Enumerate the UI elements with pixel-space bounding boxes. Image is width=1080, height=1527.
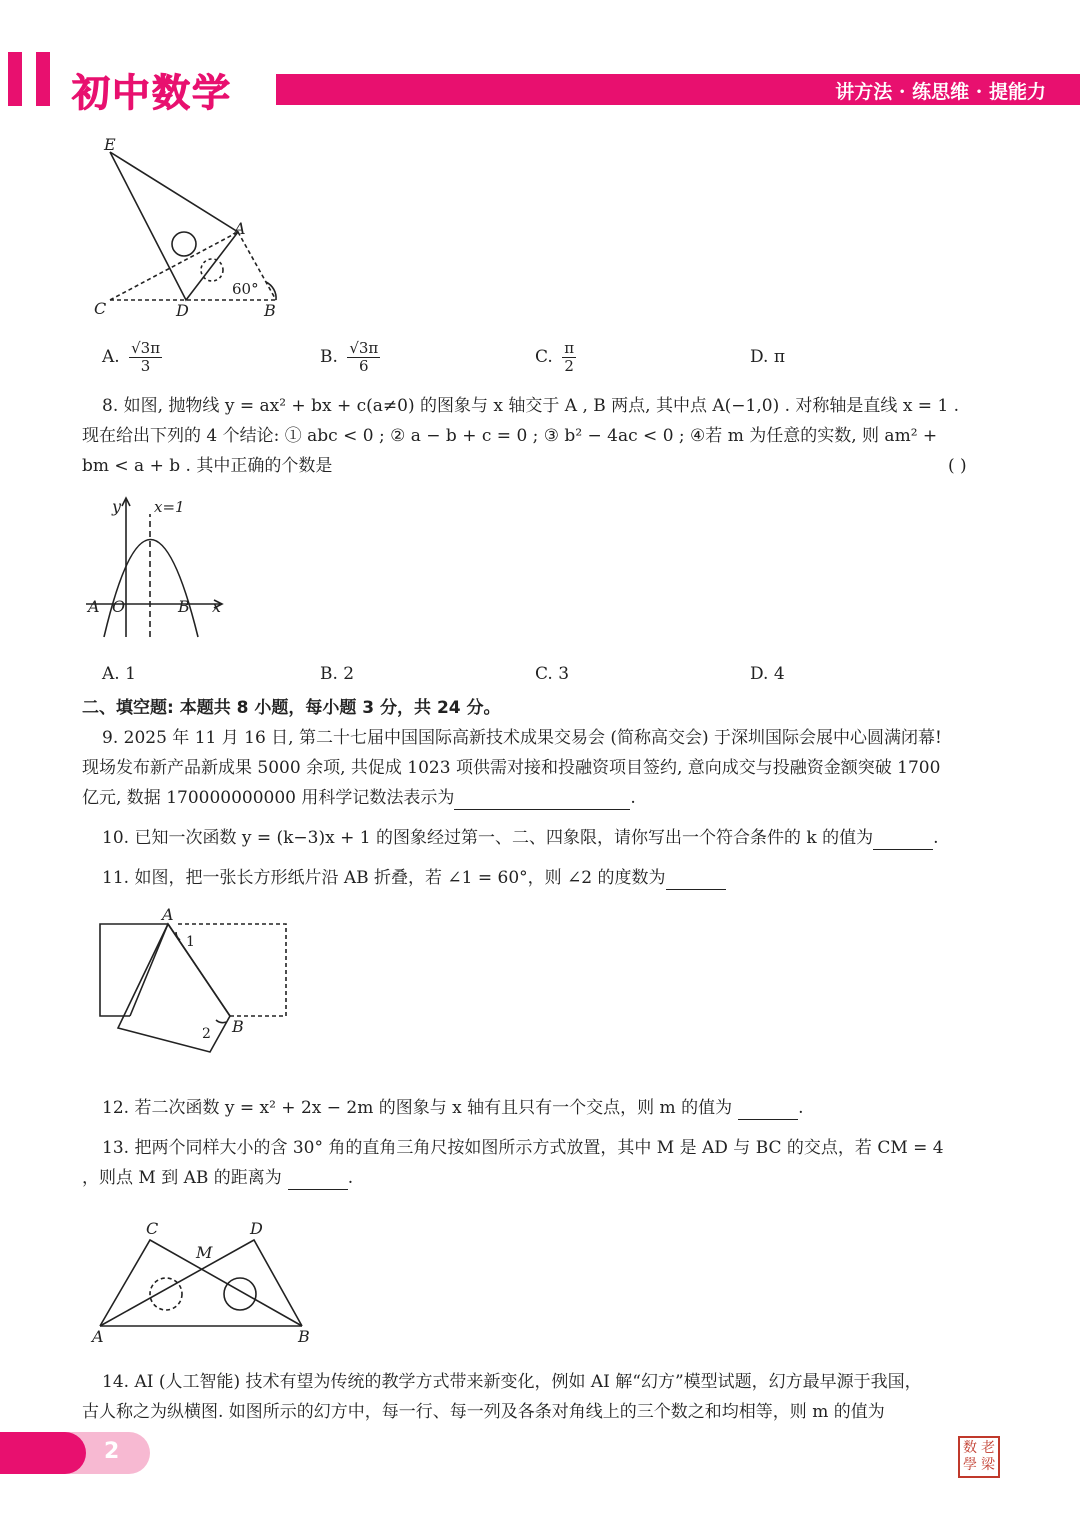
q8-option-b: B. 2 xyxy=(320,664,355,684)
q9-line-1: 9. 2025 年 11 月 16 日, 第二十七届中国国际高新技术成果交易会 (简称高交会) 于深圳国际会展中心圆满闭幕! xyxy=(102,728,942,748)
header-accent-bar-2 xyxy=(36,52,50,106)
q11-figure xyxy=(90,906,305,1066)
header-logo: 初中数学 xyxy=(72,71,233,115)
q7-option-c: C. $\frac{\pi}{2}$ xyxy=(535,339,575,375)
q9-line-2: 现场发布新产品新成果 5000 余项, 共促成 1023 项供需对接和投融资项目签约, 意向成交与投融资金额突破 1700 xyxy=(82,758,941,778)
q8-label-y: y xyxy=(112,497,122,516)
q8-figure xyxy=(82,492,242,642)
q14-line-2: 古人称之为纵横图. 如图所示的幻方中，每一行、每一列及各条对角线上的三个数之和均相等，则 m 的值为 xyxy=(82,1402,885,1422)
q7-label-c: C xyxy=(94,299,107,318)
q14-line-1: 14. AI (人工智能) 技术有望为传统的教学方式带来新变化，例如 AI 解“幻方”模型试题，幻方最早源于我国， xyxy=(102,1372,922,1392)
q13-label-d: D xyxy=(250,1219,263,1238)
q11-label-2: 2 xyxy=(202,1026,211,1042)
q8-label-o: O xyxy=(112,597,126,616)
q7-label-b: B xyxy=(264,301,276,320)
header-accent-bar-1 xyxy=(8,52,22,106)
q11-answer-blank[interactable] xyxy=(666,871,726,890)
q8-label-b: B xyxy=(178,597,190,616)
q8-line-3: bm < a + b . 其中正确的个数是 xyxy=(82,456,333,476)
q13-label-b: B xyxy=(298,1327,310,1346)
q13-label-c: C xyxy=(146,1219,159,1238)
q11-text: 11. 如图，把一张长方形纸片沿 AB 折叠，若 ∠1 = 60°，则 ∠2 的度数为 xyxy=(102,866,726,890)
header-slogan: 讲方法 · 练思维 · 提能力 xyxy=(835,81,1046,103)
q12-answer-blank[interactable] xyxy=(738,1101,798,1120)
q12-text: 12. 若二次函数 y = x² + 2x − 2m 的图象与 x 轴有且只有一个交点，则 m 的值为 . xyxy=(102,1098,804,1118)
q10-text: 10. 已知一次函数 y = (k−3)x + 1 的图象经过第一、二、四象限，请你写出一个符合条件的 k 的值为 . xyxy=(102,828,939,848)
q8-label-a: A xyxy=(88,597,100,616)
q8-label-x: x xyxy=(212,597,222,616)
q7-label-d: D xyxy=(176,301,189,320)
q9-answer-blank[interactable] xyxy=(454,791,630,810)
q10-answer-blank[interactable] xyxy=(873,831,933,850)
q13-answer-blank[interactable] xyxy=(288,1171,348,1190)
q13-label-a: A xyxy=(92,1327,104,1346)
q7-option-b: B. $\frac{√3\pi}{6}$ xyxy=(320,339,379,375)
q8-option-c: C. 3 xyxy=(535,664,570,684)
q7-label-a: A xyxy=(234,219,246,238)
q13-label-m: M xyxy=(196,1243,213,1262)
q8-answer-paren: ( ) xyxy=(948,456,967,476)
q8-line-2: 现在给出下列的 4 个结论: ① abc < 0 ; ② a − b + c = 0 ; ③ b² − 4ac < 0 ; ④若 m 为任意的实数, 则 am² + xyxy=(82,426,938,446)
section-2-title: 二、填空题: 本题共 8 小题，每小题 3 分，共 24 分。 xyxy=(82,698,501,718)
q7-label-e: E xyxy=(104,135,116,154)
q8-option-a: A. 1 xyxy=(102,664,136,684)
q13-figure xyxy=(88,1212,318,1352)
q8-label-axis-eq: x=1 xyxy=(154,498,185,516)
q13-line-2: ，则点 M 到 AB 的距离为 . xyxy=(82,1168,354,1188)
page-number-tab-accent xyxy=(0,1432,86,1474)
seal-stamp-icon: 数 老 學 梁 xyxy=(958,1436,1000,1478)
q9-line-3: 亿元, 数据 170000000000 用科学记数法表示为 . xyxy=(82,788,636,808)
q7-option-a: A. $\frac{√3\pi}{3}$ xyxy=(102,339,161,375)
q11-label-a: A xyxy=(162,906,174,924)
page-number: 2 xyxy=(104,1439,120,1464)
q8-line-1: 8. 如图, 抛物线 y = ax² + bx + c(a≠0) 的图象与 x 轴交于 A , B 两点, 其中点 A(−1,0) . 对称轴是直线 x = 1 . xyxy=(102,396,960,416)
q7-figure xyxy=(88,132,298,322)
q7-label-angle: 60° xyxy=(232,280,259,298)
q11-label-1: 1 xyxy=(186,934,195,950)
q8-option-d: D. 4 xyxy=(750,664,785,684)
q13-line-1: 13. 把两个同样大小的含 30° 角的直角三角尺按如图所示方式放置，其中 M 是 AD 与 BC 的交点，若 CM = 4 xyxy=(102,1138,944,1158)
q11-label-b: B xyxy=(232,1017,244,1036)
q7-option-d: D. π xyxy=(750,347,786,367)
